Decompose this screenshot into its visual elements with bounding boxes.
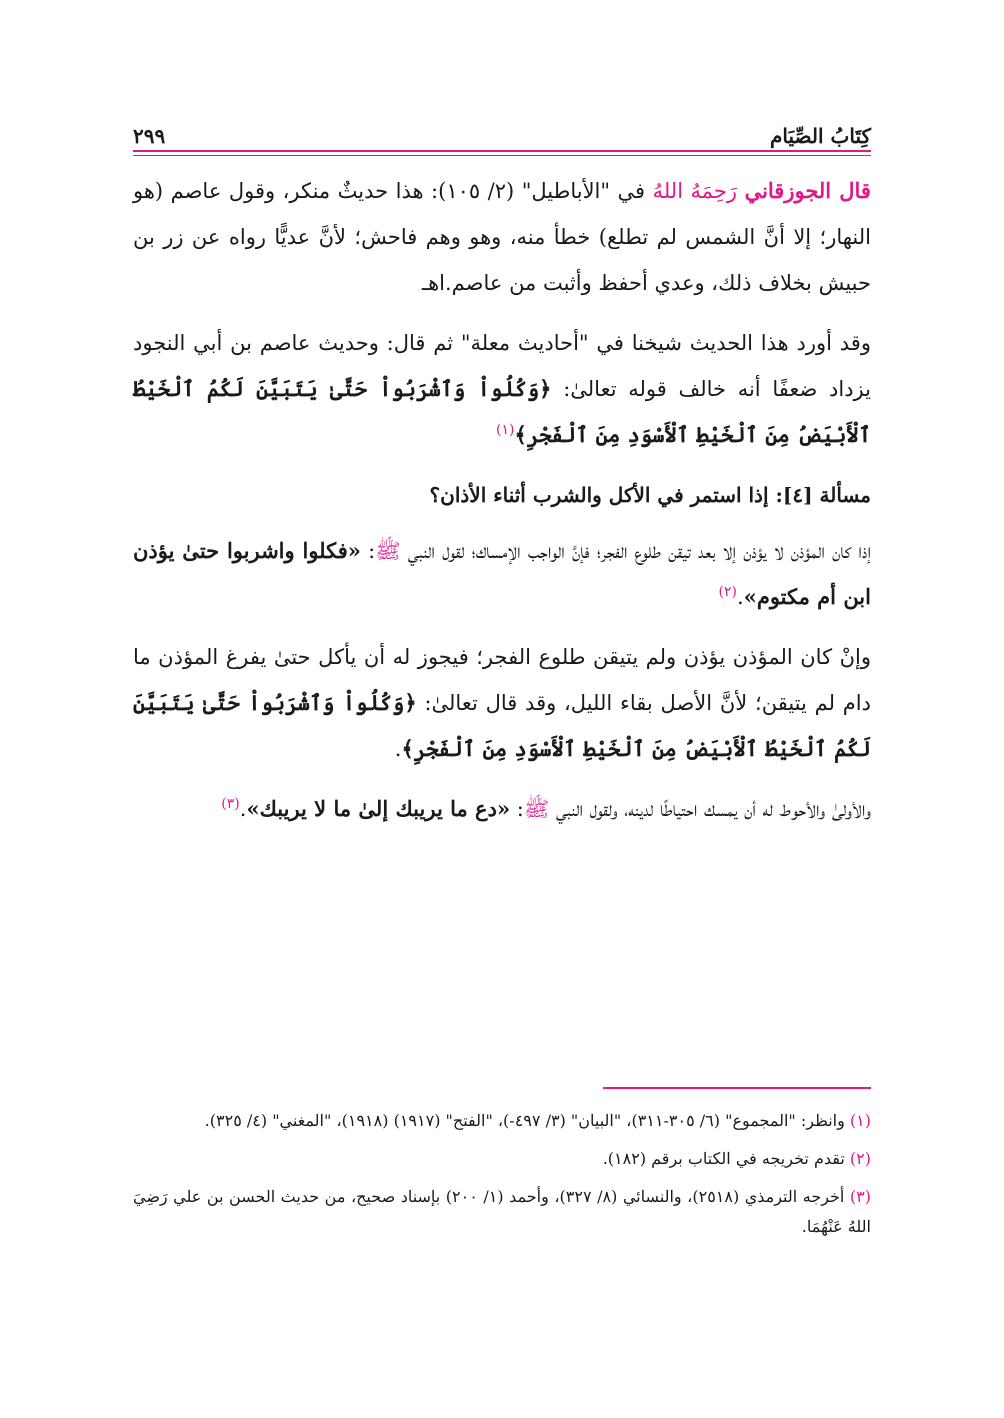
page-header: [133, 112, 871, 148]
footnote-number: (٣): [849, 1187, 871, 1206]
paragraph-ruling-3: والأولىٰ والأحوط له أن يمسك احتياطًا لدينه، ولقول النبي ﷺ: «دع ما يريبك إلىٰ ما لا يريبك».$^{(٣)}$: [221, 796, 871, 821]
issue-title: إذا استمر في الأكل والشرب أثناء الأذان؟: [429, 483, 769, 507]
page-number: ٢٩٩: [133, 124, 166, 148]
paragraph-ruling-2: وإنْ كان المؤذن يؤذن ولم يتيقن طلوع الفجر؛ فيجوز له أن يأكل حتىٰ يفرغ المؤذن ما دام لم يتيقن؛ لأنَّ الأصل بقاء الليل، وقد قال تعالىٰ: ﴿وَكُلُواْ وَٱشْرَبُواْ حَتَّىٰ يَتَبَيَّنَ لَكُمُ ٱلْخَيْطُ ٱلْأَبْيَضُ مِنَ ٱلْخَيْطِ ٱلْأَسْوَدِ مِنَ ٱلْفَجْرِ﴾.: [133, 645, 871, 761]
footnote-text: تقدم تخريجه في الكتاب برقم (١٨٢).: [602, 1149, 845, 1168]
paragraph-shaykh: [133, 320, 871, 458]
header-rule-thick: [133, 150, 871, 152]
footnote-ref: (١): [496, 422, 515, 438]
paragraph-text: وإنْ كان المؤذن يؤذن ولم يتيقن طلوع الفجر؛ فيجوز له أن يأكل حتىٰ يفرغ المؤذن ما دام لم يتيقن؛ لأنَّ الأصل بقاء الليل، وقد قال تعالىٰ:: [133, 645, 871, 715]
hadith-text: «دع ما يريبك إلىٰ ما لا يريبك»: [246, 796, 511, 821]
header-rule-thin: [133, 155, 871, 156]
quran-verse: ﴿وَكُلُواْ وَٱشْرَبُواْ حَتَّىٰ يَتَبَيَّنَ لَكُمُ ٱلْخَيْطُ ٱلْأَبْيَضُ مِنَ ٱلْخَيْطِ ٱلْأَسْوَدِ مِنَ ٱلْفَجْرِ﴾: [133, 690, 871, 761]
honorific: رَحِمَهُ اللهُ: [652, 179, 738, 203]
footnote-text: أخرجه الترمذي (٢٥١٨)، والنسائي (٨/ ٣٢٧)، وأحمد (١/ ٢٠٠) بإسناد صحيح، من حديث الحسن بن علي رَضِيَ اللهُ عَنْهُمَا.: [133, 1187, 871, 1236]
quran-verse: ﴿وَكُلُواْ وَٱشْرَبُواْ حَتَّىٰ يَتَبَيَّنَ لَكُمُ ٱلْخَيْطُ ٱلْأَبْيَضُ مِنَ ٱلْخَيْطِ ٱلْأَسْوَدِ مِنَ ٱلْفَجْرِ﴾: [133, 376, 871, 447]
footnote-ref: (٣): [221, 796, 240, 812]
paragraph-text: والأولىٰ والأحوط له أن يمسك احتياطًا لدينه، ولقول النبي: [555, 797, 871, 821]
paragraph-jawzaqani: [133, 168, 871, 306]
issue-label: مسألة [٤]:: [775, 483, 871, 507]
main-text: [133, 168, 871, 846]
salutation: ﷺ: [375, 539, 401, 563]
salutation: ﷺ: [523, 797, 550, 821]
footnote-separator: [603, 1087, 871, 1089]
chapter-title: كِتَابُ الصِّيَام: [770, 124, 871, 148]
issue-heading: [133, 472, 871, 518]
footnote: [133, 1182, 871, 1242]
author-name: قال الجوزقاني: [744, 178, 871, 203]
footnote: [133, 1106, 871, 1136]
footnote-number: (١): [849, 1111, 871, 1130]
footnote-text: وانظر: "المجموع" (٦/ ٣٠٥-٣١١)، "البيان" (٣/ ٤٩٧-)، "الفتح" (١٩١٧) (١٩١٨)، "المغني" (٤/ ٣٢٥).: [204, 1111, 845, 1130]
paragraph-ruling-1: إذا كان المؤذن لا يؤذن إلا بعد تيقن طلوع الفجر؛ فإنَّ الواجب الإمساك؛ لقول النبي ﷺ: «فكلوا واشربوا حتىٰ يؤذن ابن أم مكتوم».$^{(٢)}$: [133, 538, 871, 609]
footnote-number: (٢): [849, 1149, 871, 1168]
paragraph-text: إذا كان المؤذن لا يؤذن إلا بعد تيقن طلوع الفجر؛ فإنَّ الواجب الإمساك؛ لقول النبي: [407, 539, 871, 563]
footnote: [133, 1144, 871, 1174]
footnote-ref: (٢): [718, 584, 738, 600]
footnotes: [133, 1106, 871, 1250]
paragraph-text: في "الأباطيل" (٢/ ١٠٥): هذا حديثٌ منكر، وقول عاصم (هو النهار؛ إلا أنَّ الشمس لم تطلع) خطأ منه، وهو وهم فاحش؛ لأنَّ عديًّا رواه عن زر بن حبيش بخلاف ذلك، وعدي أحفظ وأثبت من عاصم.اهـ: [133, 179, 871, 295]
paragraph-text: وقد أورد هذا الحديث شيخنا في "أحاديث معلة" ثم قال: وحديث عاصم بن أبي النجود يزداد ضعفًا أنه خالف قوله تعالىٰ:: [133, 331, 871, 401]
hadith-text: «فكلوا واشربوا حتىٰ يؤذن ابن أم مكتوم»: [133, 538, 871, 609]
